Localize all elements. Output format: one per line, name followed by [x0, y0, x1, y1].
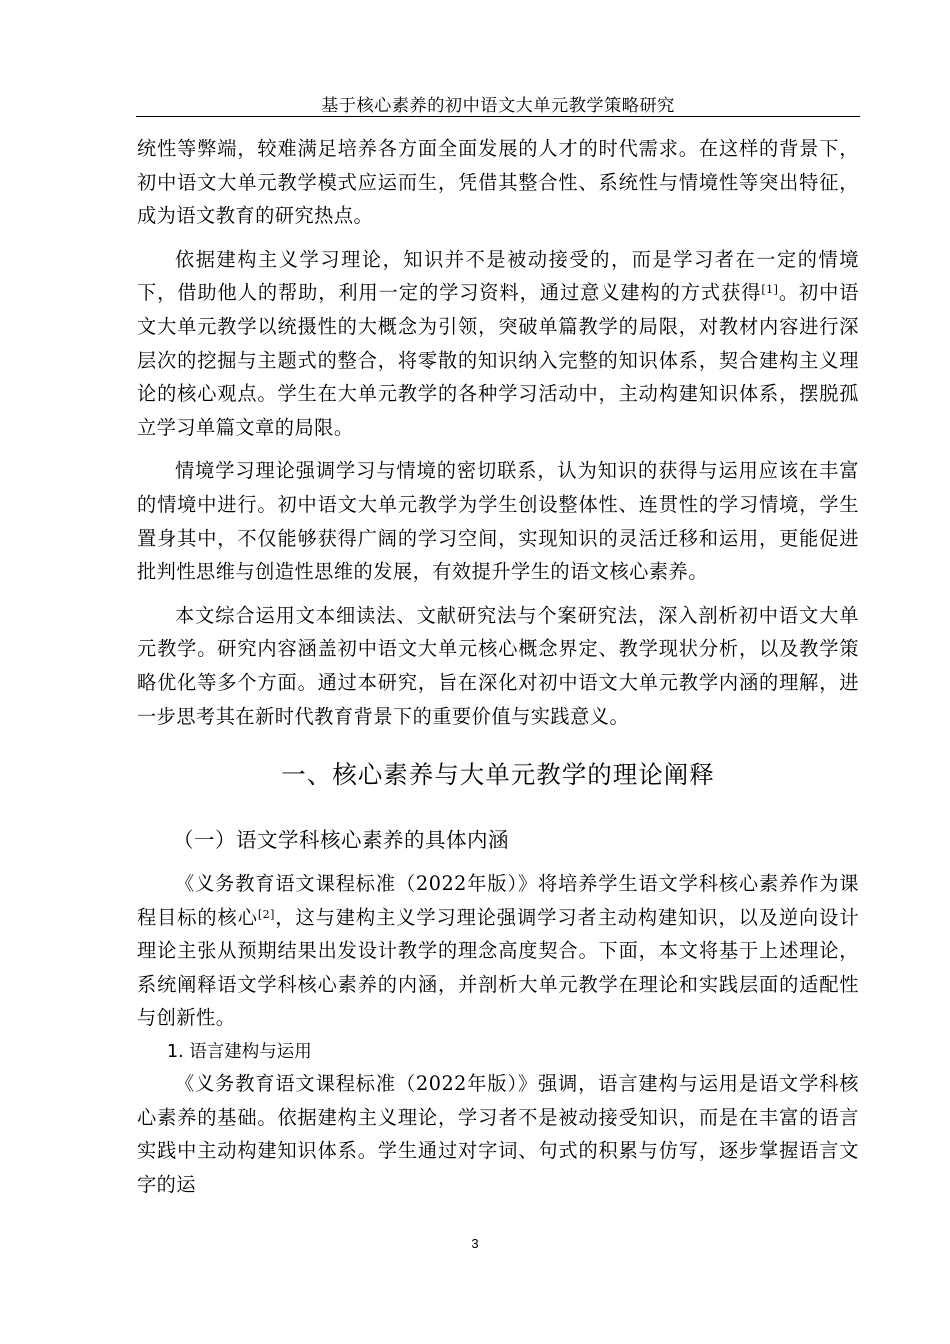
intro-paragraph-situated-learning: 情境学习理论强调学习与情境的密切联系，认为知识的获得与运用应该在丰富的情境中进行。初中语文大单元教学为学生创设整体性、连贯性的学习情境，学生置身其中，不仅能够获得广阔的学习空间，实现知识的灵活迁移和运用，更能促进批判性思维与创造性思维的发展，有效提升学生的语文核心素养。 [137, 459, 859, 584]
subsection-paragraph [137, 867, 859, 1035]
paragraph-text: 《义务教育语文课程标准（2022年版）》将培养学生语文学科核心素养作为课程目标的核心 [137, 872, 859, 929]
page-number: 3 [471, 1236, 479, 1251]
running-header [136, 88, 860, 117]
paragraph-text: ，这与建构主义学习理论强调学习者主动构建知识，以及逆向设计理论主张从预期结果出发设计教学的理念高度契合。下面，本文将基于上述理论，系统阐释语文学科核心素养的内涵，并剖析大单元教学在理论和实践层面的适配性与创新性。 [137, 905, 860, 1030]
paragraph-text: 依据建构主义学习理论，知识并不是被动接受的，而是学习者在一定的情境下，借助他人的帮助，利用一定的学习资料，通过意义建构的方式获得 [137, 247, 859, 305]
section-heading: 一、核心素养与大单元教学的理论阐释 [281, 760, 715, 790]
page-body [137, 132, 859, 1201]
intro-paragraph-continued: 统性等弊端，较难满足培养各方面全面发展的人才的时代需求。在这样的背景下，初中语文大单元教学模式应运而生，凭借其整合性、系统性与情境性等突出特征，成为语文教育的研究热点。 [137, 137, 859, 228]
header-title: 基于核心素养的初中语文大单元教学策略研究 [321, 96, 675, 116]
intro-paragraph-methods: 本文综合运用文本细读法、文献研究法与个案研究法，深入剖析初中语文大单元教学。研究内容涵盖初中语文大单元核心概念界定、教学现状分析，以及教学策略优化等多个方面。通过本研究，旨在深化对初中语文大单元教学内涵的理解，进一步思考其在新时代教育背景下的重要价值与实践意义。 [137, 603, 859, 728]
paragraph-text: 。初中语文大单元教学以统摄性的大概念为引领，突破单篇教学的局限，对教材内容进行深层次的挖掘与主题式的整合，将零散的知识纳入完整的知识体系，契合建构主义理论的核心观点。学生在大单元教学的各种学习活动中，主动构建知识体系，摆脱孤立学习单篇文章的局限。 [137, 281, 859, 439]
item-paragraph: 《义务教育语文课程标准（2022年版）》强调，语言建构与运用是语文学科核心素养的基础。依据建构主义理论，学习者不是被动接受知识，而是在丰富的语言实践中主动构建知识体系。学生通过对字词、句式的积累与仿写，逐步掌握语言文字的运 [137, 1072, 859, 1196]
citation-ref-1: [1] [761, 283, 779, 297]
item-heading: 1. 语言建构与运用 [167, 1042, 312, 1063]
subsection-heading: （一）语文学科核心素养的具体内涵 [173, 828, 509, 853]
citation-ref-2: [2] [257, 907, 275, 921]
intro-paragraph-constructivism [137, 243, 859, 445]
